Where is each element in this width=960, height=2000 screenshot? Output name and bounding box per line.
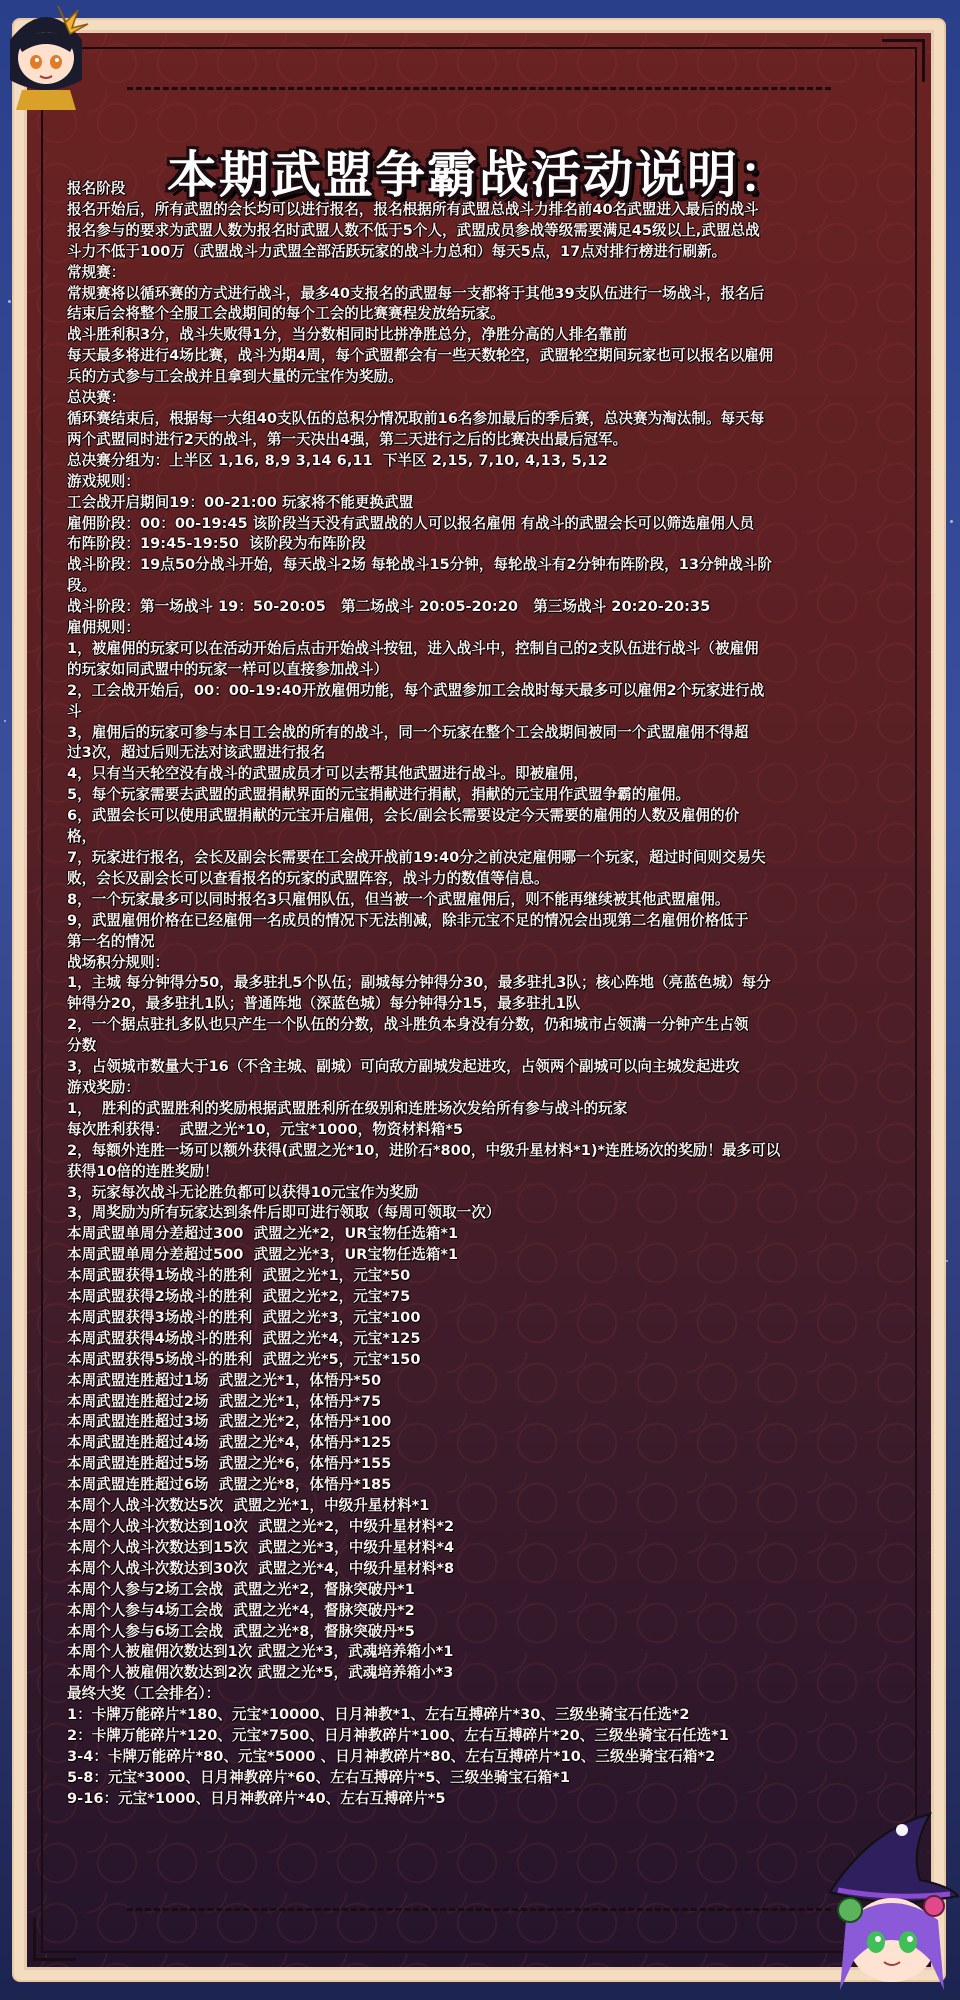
rule-line: 本周武盟单周分差超过500 武盟之光*3，UR宝物任选箱*1 xyxy=(67,1246,459,1264)
rule-line: 游戏奖励： xyxy=(67,1078,140,1096)
rule-line: 本周武盟获得1场战斗的胜利 武盟之光*1，元宝*50 xyxy=(67,1267,411,1285)
rule-line: 段。 xyxy=(67,577,97,595)
rule-line: 报名参与的要求为武盟人数为报名时武盟人数不低于5个人，武盟成员参战等级需要满足45级以上,武盟总战 xyxy=(67,221,760,239)
rule-line: 格， xyxy=(67,828,97,846)
corner-ornament xyxy=(33,1918,76,1961)
rule-line: 本周武盟获得2场战斗的胜利 武盟之光*2，元宝*75 xyxy=(67,1288,411,1306)
rule-line: 钟得分20，最多驻扎1队；普通阵地（深蓝色城）每分钟得分15，最多驻扎1队 xyxy=(67,995,581,1013)
top-dashed-divider xyxy=(127,87,831,90)
chibi-witch-purple-hat-icon xyxy=(810,1800,960,2000)
rule-line: 9-16：元宝*1000、日月神教碎片*40、左右互搏碎片*5 xyxy=(67,1789,446,1807)
rule-line: 9，武盟雇佣价格在已经雇佣一名成员的情况下无法削减，除非元宝不足的情况会出现第二名雇佣价格低于 xyxy=(67,911,749,929)
rule-line: 结束后会将整个全服工会战期间的每个工会的比赛赛程发放给玩家。 xyxy=(67,305,505,323)
rule-line: 3，周奖励为所有玩家达到条件后即可进行领取（每周可领取一次） xyxy=(67,1204,501,1222)
rule-line: 的玩家如同武盟中的玩家一样可以直接参加战斗） xyxy=(67,660,389,678)
rule-line: 本周武盟获得5场战斗的胜利 武盟之光*5，元宝*150 xyxy=(67,1350,421,1368)
rule-line: 3，玩家每次战斗无论胜负都可以获得10元宝作为奖励 xyxy=(67,1183,419,1201)
rule-line: 斗 xyxy=(67,702,82,720)
rule-line: 本周武盟连胜超过4场 武盟之光*4，体悟丹*125 xyxy=(67,1434,392,1452)
rule-line: 战斗胜利积3分，战斗失败得1分，当分数相同时比拼净胜总分，净胜分高的人排名靠前 xyxy=(67,326,628,344)
rule-line: 本周武盟连胜超过6场 武盟之光*8，体悟丹*185 xyxy=(67,1476,392,1494)
rule-line: 本周个人战斗次数达5次 武盟之光*1，中级升星材料*1 xyxy=(67,1497,430,1515)
rule-line: 本周武盟连胜超过1场 武盟之光*1，体悟丹*50 xyxy=(67,1371,382,1389)
rule-line: 兵的方式参与工会战并且拿到大量的元宝作为奖励。 xyxy=(67,368,403,386)
rule-line: 两个武盟同时进行2天的战斗，第一天决出4强，第二天进行之后的比赛决出最后冠军。 xyxy=(67,430,628,448)
rule-line: 本周武盟连胜超过5场 武盟之光*6，体悟丹*155 xyxy=(67,1455,392,1473)
rule-line: 1，主城 每分钟得分50，最多驻扎5个队伍；副城每分钟得分30，最多驻扎3队；核心阵地（亮蓝色城）每分 xyxy=(67,974,771,992)
rule-line: 1， 胜利的武盟胜利的奖励根据武盟胜利所在级别和连胜场次发给所有参与战斗的玩家 xyxy=(67,1099,628,1117)
rule-line: 每天最多将进行4场比赛，战斗为期4周，每个武盟都会有一些天数轮空，武盟轮空期间玩家也可以报名以雇佣 xyxy=(67,347,774,365)
rule-line: 4，只有当天轮空没有战斗的武盟成员才可以去帮其他武盟进行战斗。即被雇佣， xyxy=(67,765,588,783)
rule-line: 2：卡牌万能碎片*120、元宝*7500、日月神教碎片*100、左右互搏碎片*20、三级坐骑宝石任选*1 xyxy=(67,1727,729,1745)
rule-line: 2，每额外连胜一场可以额外获得(武盟之光*10，进阶石*800，中级升星材料*1)*连胜场次的奖励！最多可以 xyxy=(67,1141,781,1159)
corner-ornament xyxy=(882,39,925,82)
rule-line: 本周个人战斗次数达到10次 武盟之光*2，中级升星材料*2 xyxy=(67,1518,455,1535)
rule-line: 6，武盟会长可以使用武盟捐献的元宝开启雇佣，会长/副会长需要设定今天需要的雇佣的人数及雇佣的价 xyxy=(67,807,740,825)
rule-line: 本周个人被雇佣次数达到2次 武盟之光*5，武魂培养箱小*3 xyxy=(67,1664,454,1682)
rule-line: 战斗阶段：19点50分战斗开始，每天战斗2场 每轮战斗15分钟，每轮战斗有2分钟布阵阶段，13分钟战斗阶 xyxy=(67,556,772,574)
rule-line: 败，会长及副会长可以查看报名的玩家的武盟阵容，战斗力的数值等信息。 xyxy=(67,869,549,887)
rule-line: 获得10倍的连胜奖励！ xyxy=(67,1162,219,1180)
rule-line: 1：卡牌万能碎片*180、元宝*10000、日月神教*1、左右互搏碎片*30、三级坐骑宝石任选*2 xyxy=(67,1706,690,1724)
rule-line: 游戏规则： xyxy=(67,472,140,490)
rule-line: 循环赛结束后，根据每一大组40支队伍的总积分情况取前16名参加最后的季后赛，总决赛为淘汰制。每天每 xyxy=(67,409,765,427)
rule-line: 本周武盟获得3场战斗的胜利 武盟之光*3，元宝*100 xyxy=(67,1308,421,1326)
rule-line: 本周个人战斗次数达到15次 武盟之光*3，中级升星材料*4 xyxy=(67,1538,455,1556)
rule-line: 第一名的情况 xyxy=(67,932,155,950)
rule-line: 2，一个据点驻扎多队也只产生一个队伍的分数，战斗胜负本身没有分数，仍和城市占领满一分钟产生占领 xyxy=(67,1016,749,1034)
rule-line: 1，被雇佣的玩家可以在活动开始后点击开始战斗按钮，进入战斗中，控制自己的2支队伍进行战斗（被雇佣 xyxy=(67,639,759,657)
bottom-dashed-divider xyxy=(127,1908,831,1911)
rule-line: 本周个人被雇佣次数达到1次 武盟之光*3，武魂培养箱小*1 xyxy=(67,1643,454,1661)
rule-line: 3，雇佣后的玩家可参与本日工会战的所有的战斗，同一个玩家在整个工会战期间被同一个武盟雇佣不得超 xyxy=(67,723,749,741)
rule-line: 本周武盟单周分差超过300 武盟之光*2，UR宝物任选箱*1 xyxy=(67,1225,459,1243)
rules-panel xyxy=(24,30,934,1970)
rule-line: 3，占领城市数量大于16（不含主城、副城）可向敌方副城发起进攻，占领两个副城可以向主城发起进攻 xyxy=(67,1058,740,1076)
rule-line: 总决赛： xyxy=(67,389,126,407)
rule-line: 本周武盟获得4场战斗的胜利 武盟之光*4，元宝*125 xyxy=(67,1329,421,1347)
rule-line: 7，玩家进行报名，会长及副会长需要在工会战开战前19:40分之前决定雇佣哪一个玩家，超过时间则交易失 xyxy=(67,849,766,866)
rule-line: 总决赛分组为：上半区 1,16, 8,9 3,14 6,11 下半区 2,15, 7,10, 4,13, 5,12 xyxy=(67,451,608,469)
rule-line: 报名开始后，所有武盟的会长均可以进行报名，报名根据所有武盟总战斗力排名前40名武盟进入最后的战斗 xyxy=(67,200,759,218)
page-title: 本期武盟争霸战活动说明： xyxy=(167,145,791,204)
rule-line: 斗力不低于100万（武盟战斗力武盟全部活跃玩家的战斗力总和）每天5点，17点对排行榜进行刷新。 xyxy=(67,242,727,260)
rule-line: 雇佣规则： xyxy=(67,619,140,637)
rule-line: 常规赛将以循环赛的方式进行战斗，最多40支报名的武盟每一支都将于其他39支队伍进行一场战斗，报名后 xyxy=(67,284,765,302)
rule-line: 常规赛： xyxy=(67,263,126,281)
rule-line: 过3次，超过后则无法对该武盟进行报名 xyxy=(67,744,326,762)
rule-line: 雇佣阶段：00：00-19:45 该阶段当天没有武盟战的人可以报名雇佣 有战斗的武盟会长可以筛选雇佣人员 xyxy=(67,514,755,532)
rule-line: 本周个人参与6场工会战 武盟之光*8，督脉突破丹*5 xyxy=(67,1622,415,1640)
rule-line: 8，一个玩家最多可以同时报名3只雇佣队伍，但当被一个武盟雇佣后，则不能再继续被其他武盟雇佣。 xyxy=(67,890,730,908)
rule-line: 分数 xyxy=(67,1037,97,1055)
rule-line: 战斗阶段：第一场战斗 19：50-20:05 第二场战斗 20:05-20:20 第三场战斗 20:20-20:35 xyxy=(67,598,711,616)
rule-line: 报名阶段 xyxy=(67,180,126,197)
rules-text xyxy=(67,179,903,1810)
rule-line: 5-8：元宝*3000、日月神教碎片*60、左右互搏碎片*5、三级坐骑宝石箱*1 xyxy=(67,1768,570,1786)
rule-line: 本周武盟连胜超过3场 武盟之光*2，体悟丹*100 xyxy=(67,1413,392,1431)
rule-line: 2，工会战开始后，00：00-19:40开放雇佣功能，每个武盟参加工会战时每天最多可以雇佣2个玩家进行战 xyxy=(67,681,765,699)
rule-line: 5，每个玩家需要去武盟的武盟捐献界面的元宝捐献进行捐献，捐献的元宝用作武盟争霸的雇佣。 xyxy=(67,786,691,804)
rule-line: 布阵阶段：19:45-19:50 该阶段为布阵阶段 xyxy=(67,535,366,553)
rule-line: 工会战开启期间19：00-21:00 玩家将不能更换武盟 xyxy=(67,493,414,511)
rule-line: 最终大奖（工会排名）： xyxy=(67,1685,221,1703)
rule-line: 本周武盟连胜超过2场 武盟之光*1，体悟丹*75 xyxy=(67,1392,382,1410)
rule-line: 战场积分规则： xyxy=(67,953,170,971)
rule-line: 本周个人参与2场工会战 武盟之光*2，督脉突破丹*1 xyxy=(67,1580,415,1598)
rule-line: 本周个人参与4场工会战 武盟之光*4，督脉突破丹*2 xyxy=(67,1601,415,1619)
chibi-girl-golden-crown-icon xyxy=(0,0,92,110)
rule-line: 本周个人战斗次数达到30次 武盟之光*4，中级升星材料*8 xyxy=(67,1559,455,1577)
rule-line: 每次胜利获得： 武盟之光*10，元宝*1000，物资材料箱*5 xyxy=(67,1120,464,1138)
rule-line: 3-4：卡牌万能碎片*80、元宝*5000 、日月神教碎片*80、左右互搏碎片*10、三级坐骑宝石箱*2 xyxy=(67,1747,716,1765)
